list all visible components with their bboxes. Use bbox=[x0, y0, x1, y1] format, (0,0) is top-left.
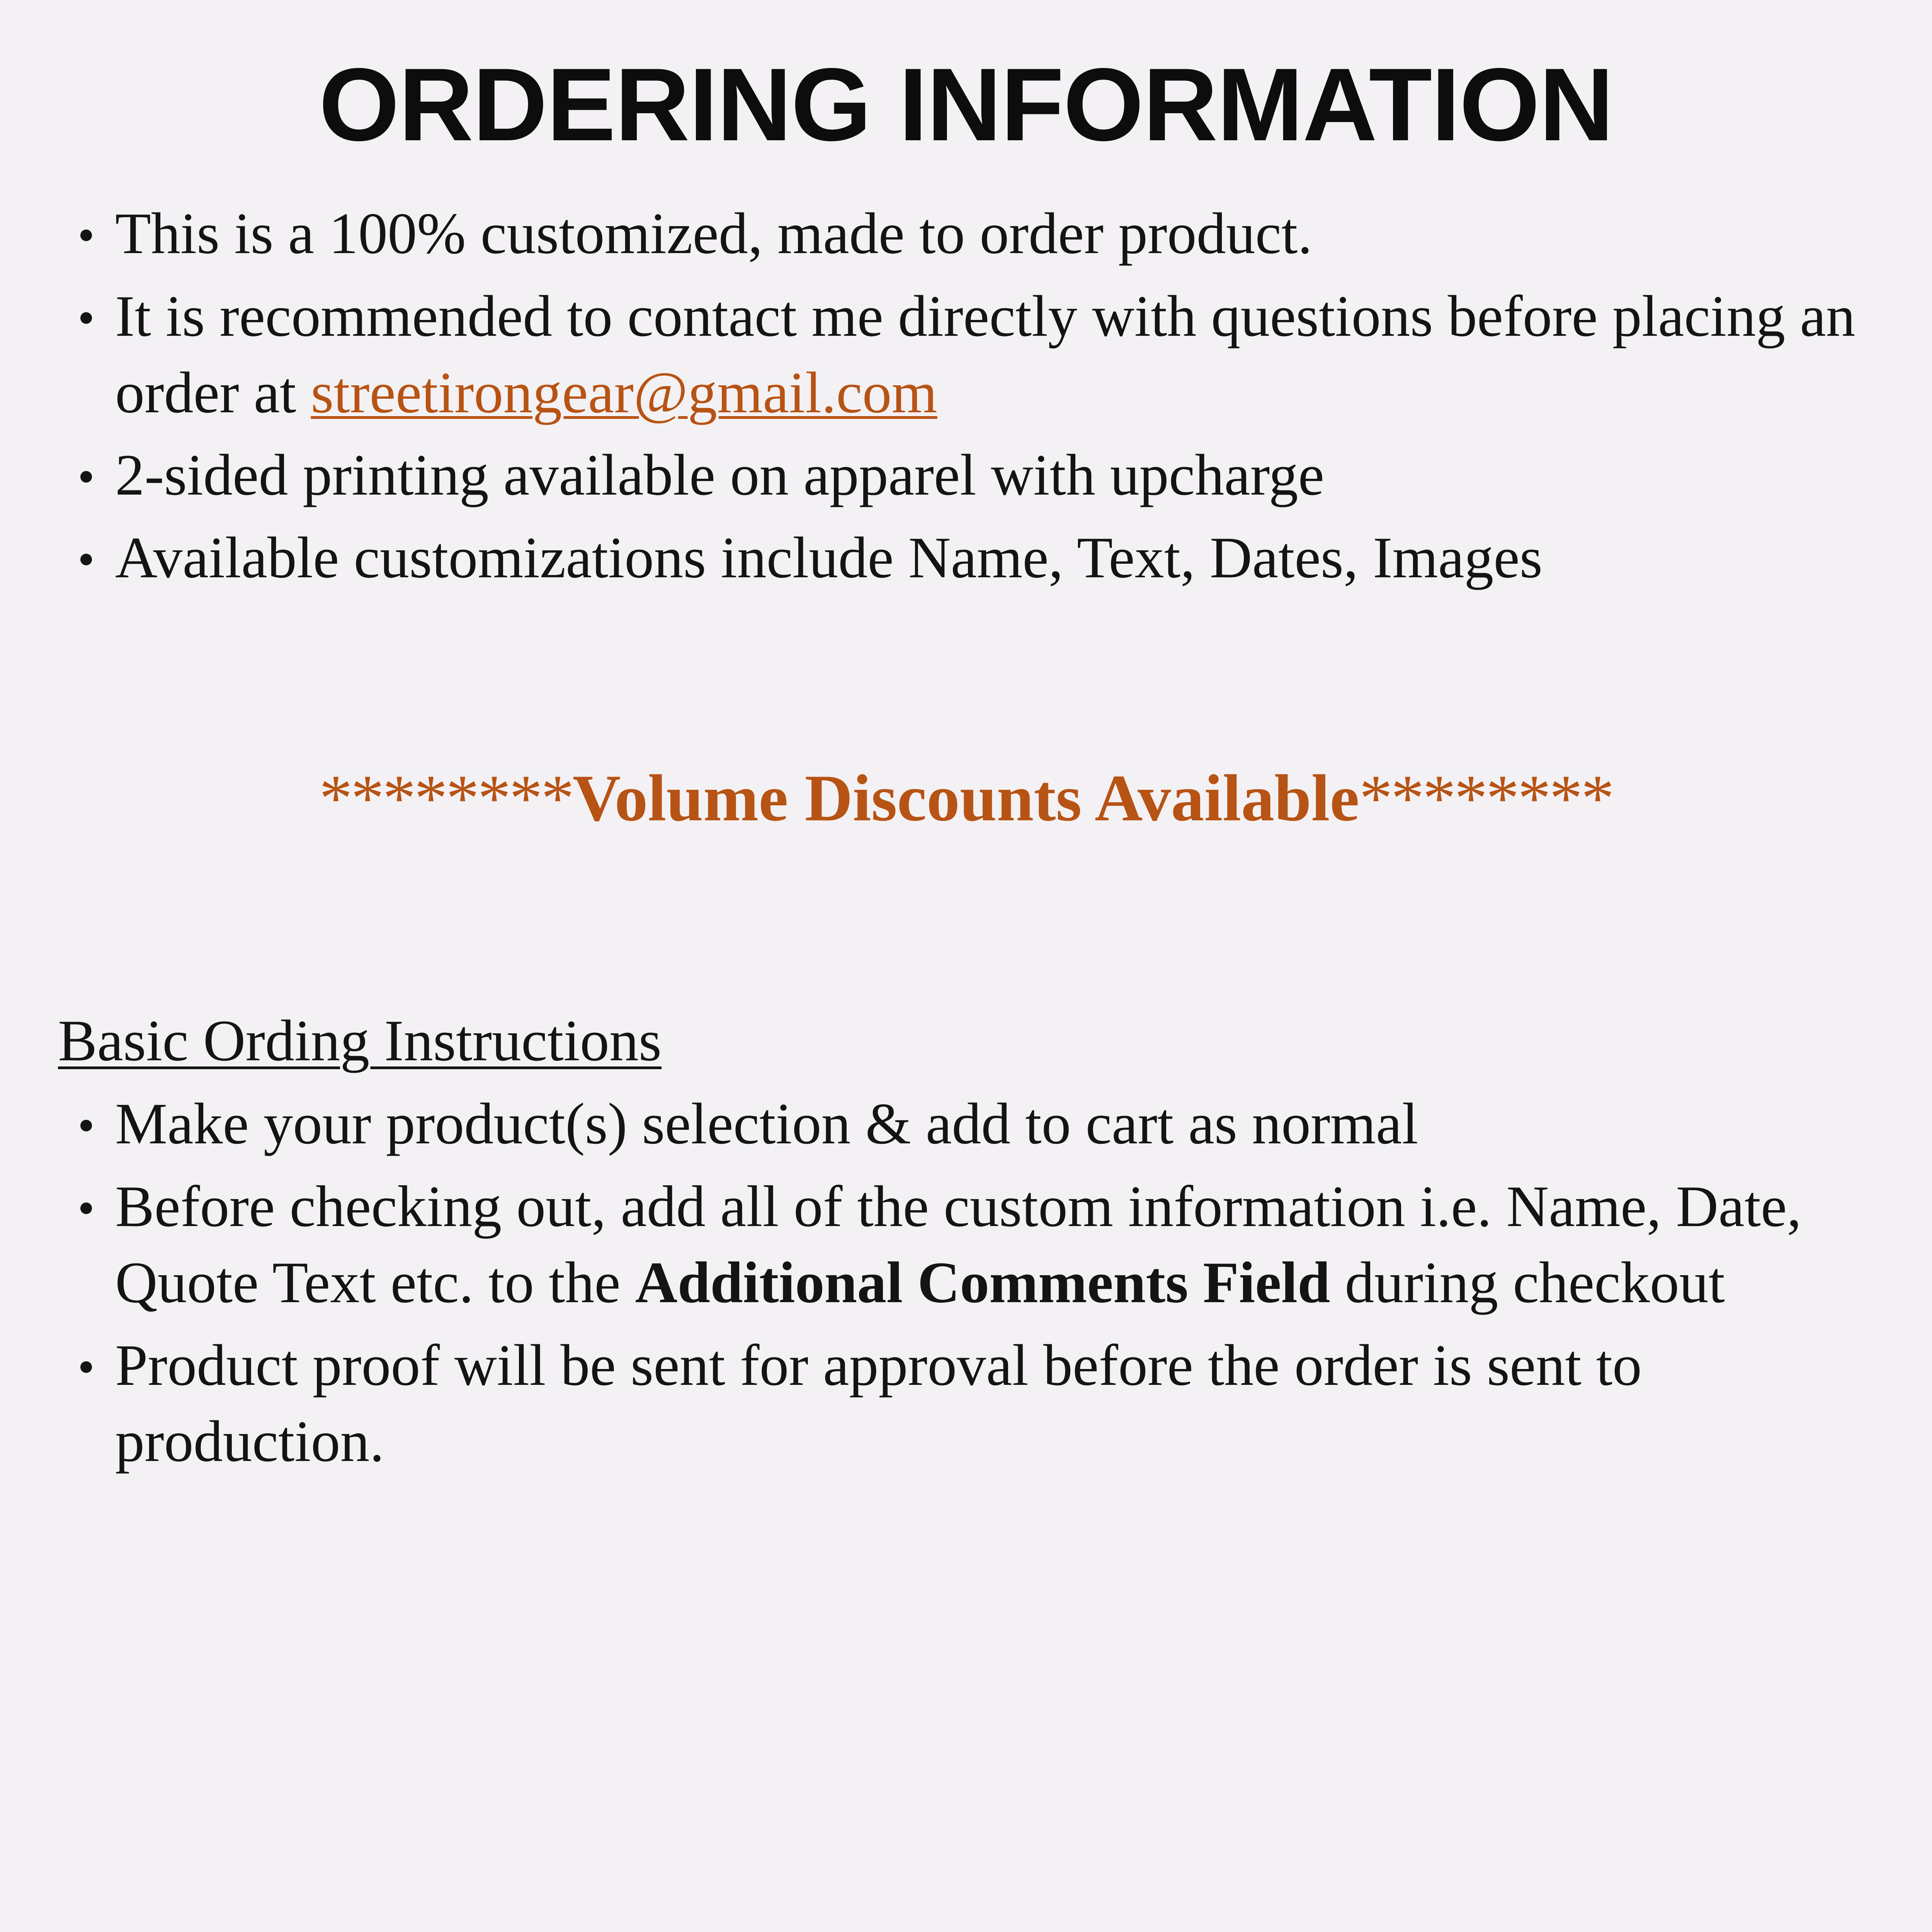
instruction-emphasis-comments-field: Additional Comments Field bbox=[635, 1250, 1330, 1315]
instruction-text-checkout-part2: during checkout bbox=[1330, 1250, 1725, 1315]
bullet-text-customizations: Available customizations include Name, Text, Dates, Images bbox=[115, 525, 1543, 590]
instructions-bullet-list bbox=[58, 1086, 1874, 1480]
list-item bbox=[58, 196, 1874, 272]
instruction-text-checkout-part1: Before checking out, add all of the custom information i.e. Name, Date, Quote Text etc. to the bbox=[115, 1173, 1802, 1315]
list-item bbox=[58, 1086, 1874, 1162]
list-item bbox=[58, 1327, 1874, 1480]
intro-bullet-list bbox=[58, 196, 1874, 596]
instruction-text-proof: Product proof will be sent for approval before the order is sent to production. bbox=[115, 1332, 1642, 1474]
instructions-section bbox=[58, 835, 1874, 1480]
stars-left: ******** bbox=[319, 762, 573, 835]
volume-discount-text: Volume Discounts Available bbox=[573, 762, 1359, 835]
instruction-text-selection: Make your product(s) selection & add to cart as normal bbox=[115, 1091, 1418, 1156]
page-title: ORDERING INFORMATION bbox=[319, 46, 1613, 162]
bullet-text-contact: It is recommended to contact me directly with questions before placing an order at bbox=[115, 283, 1855, 425]
instructions-heading: Basic Ording Instructions bbox=[58, 1008, 662, 1073]
email-link[interactable]: streetirongear@gmail.com bbox=[311, 360, 937, 425]
volume-discount-banner bbox=[58, 762, 1874, 835]
bullet-text-two-sided: 2-sided printing available on apparel with upcharge bbox=[115, 442, 1325, 508]
list-item bbox=[58, 278, 1874, 431]
stars-right: ******** bbox=[1359, 762, 1613, 835]
list-item bbox=[58, 520, 1874, 596]
list-item bbox=[58, 1168, 1874, 1321]
bullet-text-customized: This is a 100% customized, made to order product. bbox=[115, 201, 1313, 266]
list-item bbox=[58, 437, 1874, 514]
